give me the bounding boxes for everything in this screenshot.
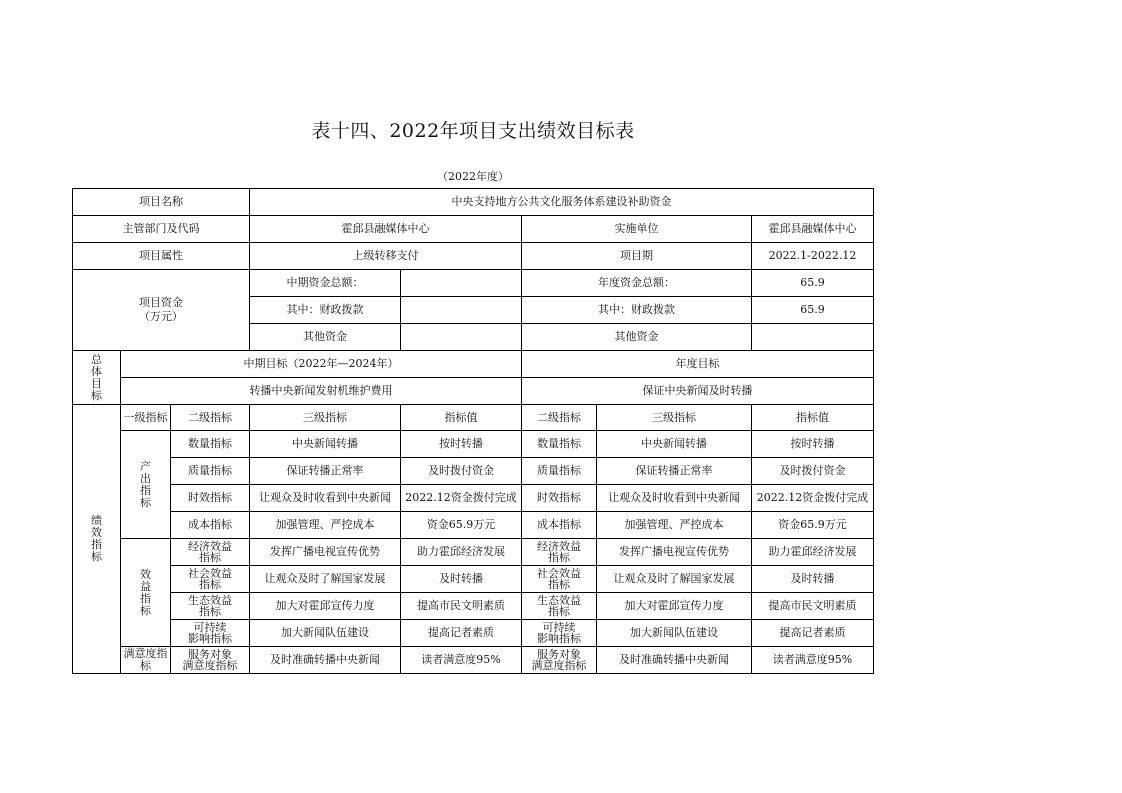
- mid-total-label: 中期资金总额：: [250, 270, 401, 297]
- period-label: 项目期: [522, 243, 752, 270]
- cell-l2: 服务对象 满意度指标: [171, 647, 250, 674]
- cell-l2-year: 数量指标: [522, 431, 597, 458]
- cell-value: 读者满意度95%: [401, 647, 522, 674]
- page-subtitle: （2022年度）: [437, 170, 509, 183]
- cell-value-year: 按时转播: [752, 431, 874, 458]
- mid-goal-label: 中期目标（2022年—2024年）: [121, 351, 522, 378]
- cell-l3: 让观众及时收看到中央新闻: [250, 485, 401, 512]
- table-row: [73, 647, 874, 674]
- header-l2: 二级指标: [171, 405, 250, 431]
- cell-l3-year: 加大新闻队伍建设: [597, 620, 752, 647]
- cell-value-year: 助力霍邱经济发展: [752, 539, 874, 566]
- cell-value-year: 提高市民文明素质: [752, 593, 874, 620]
- impl-unit-value: 霍邱县融媒体中心: [752, 216, 874, 243]
- cell-value-year: 读者满意度95%: [752, 647, 874, 674]
- cell-l3-year: 加强管理、严控成本: [597, 512, 752, 539]
- row-funds-1: [73, 270, 874, 297]
- cell-value-year: 提高记者素质: [752, 620, 874, 647]
- funds-label: 项目资金 （万元）: [73, 270, 250, 351]
- header-l1: 一级指标: [121, 405, 171, 431]
- table-row: [73, 458, 874, 485]
- cell-value-year: 及时拨付资金: [752, 458, 874, 485]
- cell-l3: 让观众及时了解国家发展: [250, 566, 401, 593]
- row-dept: [73, 216, 874, 243]
- header-value-year: 指标值: [752, 405, 874, 431]
- cell-l3: 加大对霍邱宣传力度: [250, 593, 401, 620]
- cell-value: 按时转播: [401, 431, 522, 458]
- benefit-indicator-label: 效益指标: [121, 539, 171, 647]
- cell-l3-year: 中央新闻转播: [597, 431, 752, 458]
- cell-l3-year: 及时准确转播中央新闻: [597, 647, 752, 674]
- cell-value: 及时转播: [401, 566, 522, 593]
- cell-l2: 可持续 影响指标: [171, 620, 250, 647]
- table-row: [73, 620, 874, 647]
- cell-l2: 数量指标: [171, 431, 250, 458]
- header-l3: 三级指标: [250, 405, 401, 431]
- cell-l2: 时效指标: [171, 485, 250, 512]
- cell-l2: 生态效益 指标: [171, 593, 250, 620]
- cell-value-year: 资金65.9万元: [752, 512, 874, 539]
- table-row: [73, 566, 874, 593]
- cell-l3-year: 发挥广播电视宣传优势: [597, 539, 752, 566]
- other-value: [401, 324, 522, 351]
- year-goal-text: 保证中央新闻及时转播: [522, 378, 874, 405]
- cell-l3: 保证转播正常率: [250, 458, 401, 485]
- dept-label: 主管部门及代码: [73, 216, 250, 243]
- cell-value: 2022.12资金拨付完成: [401, 485, 522, 512]
- project-name-value: 中央支持地方公共文化服务体系建设补助资金: [250, 189, 874, 216]
- cell-l2: 经济效益 指标: [171, 539, 250, 566]
- table-row: [73, 539, 874, 566]
- row-goal-header: [73, 351, 874, 378]
- cell-l2-year: 质量指标: [522, 458, 597, 485]
- page-title: 表十四、2022年项目支出绩效目标表: [311, 120, 635, 142]
- cell-l2-year: 社会效益 指标: [522, 566, 597, 593]
- year-total-label: 年度资金总额：: [522, 270, 752, 297]
- cell-l3: 加强管理、严控成本: [250, 512, 401, 539]
- cell-l3-year: 保证转播正常率: [597, 458, 752, 485]
- other-value-year: [752, 324, 874, 351]
- cell-l2-year: 生态效益 指标: [522, 593, 597, 620]
- row-attr: [73, 243, 874, 270]
- cell-value-year: 2022.12资金拨付完成: [752, 485, 874, 512]
- cell-l3: 发挥广播电视宣传优势: [250, 539, 401, 566]
- perf-indicator-label: 绩效指标: [73, 405, 121, 674]
- table-row: [73, 593, 874, 620]
- header-value: 指标值: [401, 405, 522, 431]
- row-goal-text: [73, 378, 874, 405]
- fiscal-value: [401, 297, 522, 324]
- cell-l3: 及时准确转播中央新闻: [250, 647, 401, 674]
- header-l3-year: 三级指标: [597, 405, 752, 431]
- cell-value-year: 及时转播: [752, 566, 874, 593]
- table-row: [73, 512, 874, 539]
- cell-value: 资金65.9万元: [401, 512, 522, 539]
- performance-table: [72, 188, 874, 674]
- cell-l3: 中央新闻转播: [250, 431, 401, 458]
- attr-value: 上级转移支付: [250, 243, 522, 270]
- cell-l3-year: 让观众及时收看到中央新闻: [597, 485, 752, 512]
- cell-l3: 加大新闻队伍建设: [250, 620, 401, 647]
- attr-label: 项目属性: [73, 243, 250, 270]
- satisfaction-indicator-label: 满意度指标: [121, 647, 171, 674]
- other-label: 其他资金: [250, 324, 401, 351]
- cell-l2-year: 服务对象 满意度指标: [522, 647, 597, 674]
- output-indicator-label: 产出指标: [121, 431, 171, 539]
- fiscal-label: 其中：财政拨款: [250, 297, 401, 324]
- overall-goal-label: 总体目标: [73, 351, 121, 405]
- cell-value: 提高记者素质: [401, 620, 522, 647]
- mid-total-value: [401, 270, 522, 297]
- cell-l3-year: 让观众及时了解国家发展: [597, 566, 752, 593]
- cell-l3-year: 加大对霍邱宣传力度: [597, 593, 752, 620]
- period-value: 2022.1-2022.12: [752, 243, 874, 270]
- cell-l2: 社会效益 指标: [171, 566, 250, 593]
- row-indicator-header: [73, 405, 874, 431]
- fiscal-label-year: 其中：财政拨款: [522, 297, 752, 324]
- project-name-label: 项目名称: [73, 189, 250, 216]
- cell-value: 助力霍邱经济发展: [401, 539, 522, 566]
- cell-l2: 质量指标: [171, 458, 250, 485]
- cell-value: 提高市民文明素质: [401, 593, 522, 620]
- dept-value: 霍邱县融媒体中心: [250, 216, 522, 243]
- fiscal-value-year: 65.9: [752, 297, 874, 324]
- table-row: [73, 431, 874, 458]
- cell-value: 及时拨付资金: [401, 458, 522, 485]
- year-goal-label: 年度目标: [522, 351, 874, 378]
- year-total-value: 65.9: [752, 270, 874, 297]
- impl-unit-label: 实施单位: [522, 216, 752, 243]
- cell-l2-year: 时效指标: [522, 485, 597, 512]
- cell-l2-year: 成本指标: [522, 512, 597, 539]
- cell-l2-year: 可持续 影响指标: [522, 620, 597, 647]
- cell-l2: 成本指标: [171, 512, 250, 539]
- cell-l2-year: 经济效益 指标: [522, 539, 597, 566]
- mid-goal-text: 转播中央新闻发射机维护费用: [121, 378, 522, 405]
- table-row: [73, 485, 874, 512]
- other-label-year: 其他资金: [522, 324, 752, 351]
- header-l2-year: 二级指标: [522, 405, 597, 431]
- row-project-name: [73, 189, 874, 216]
